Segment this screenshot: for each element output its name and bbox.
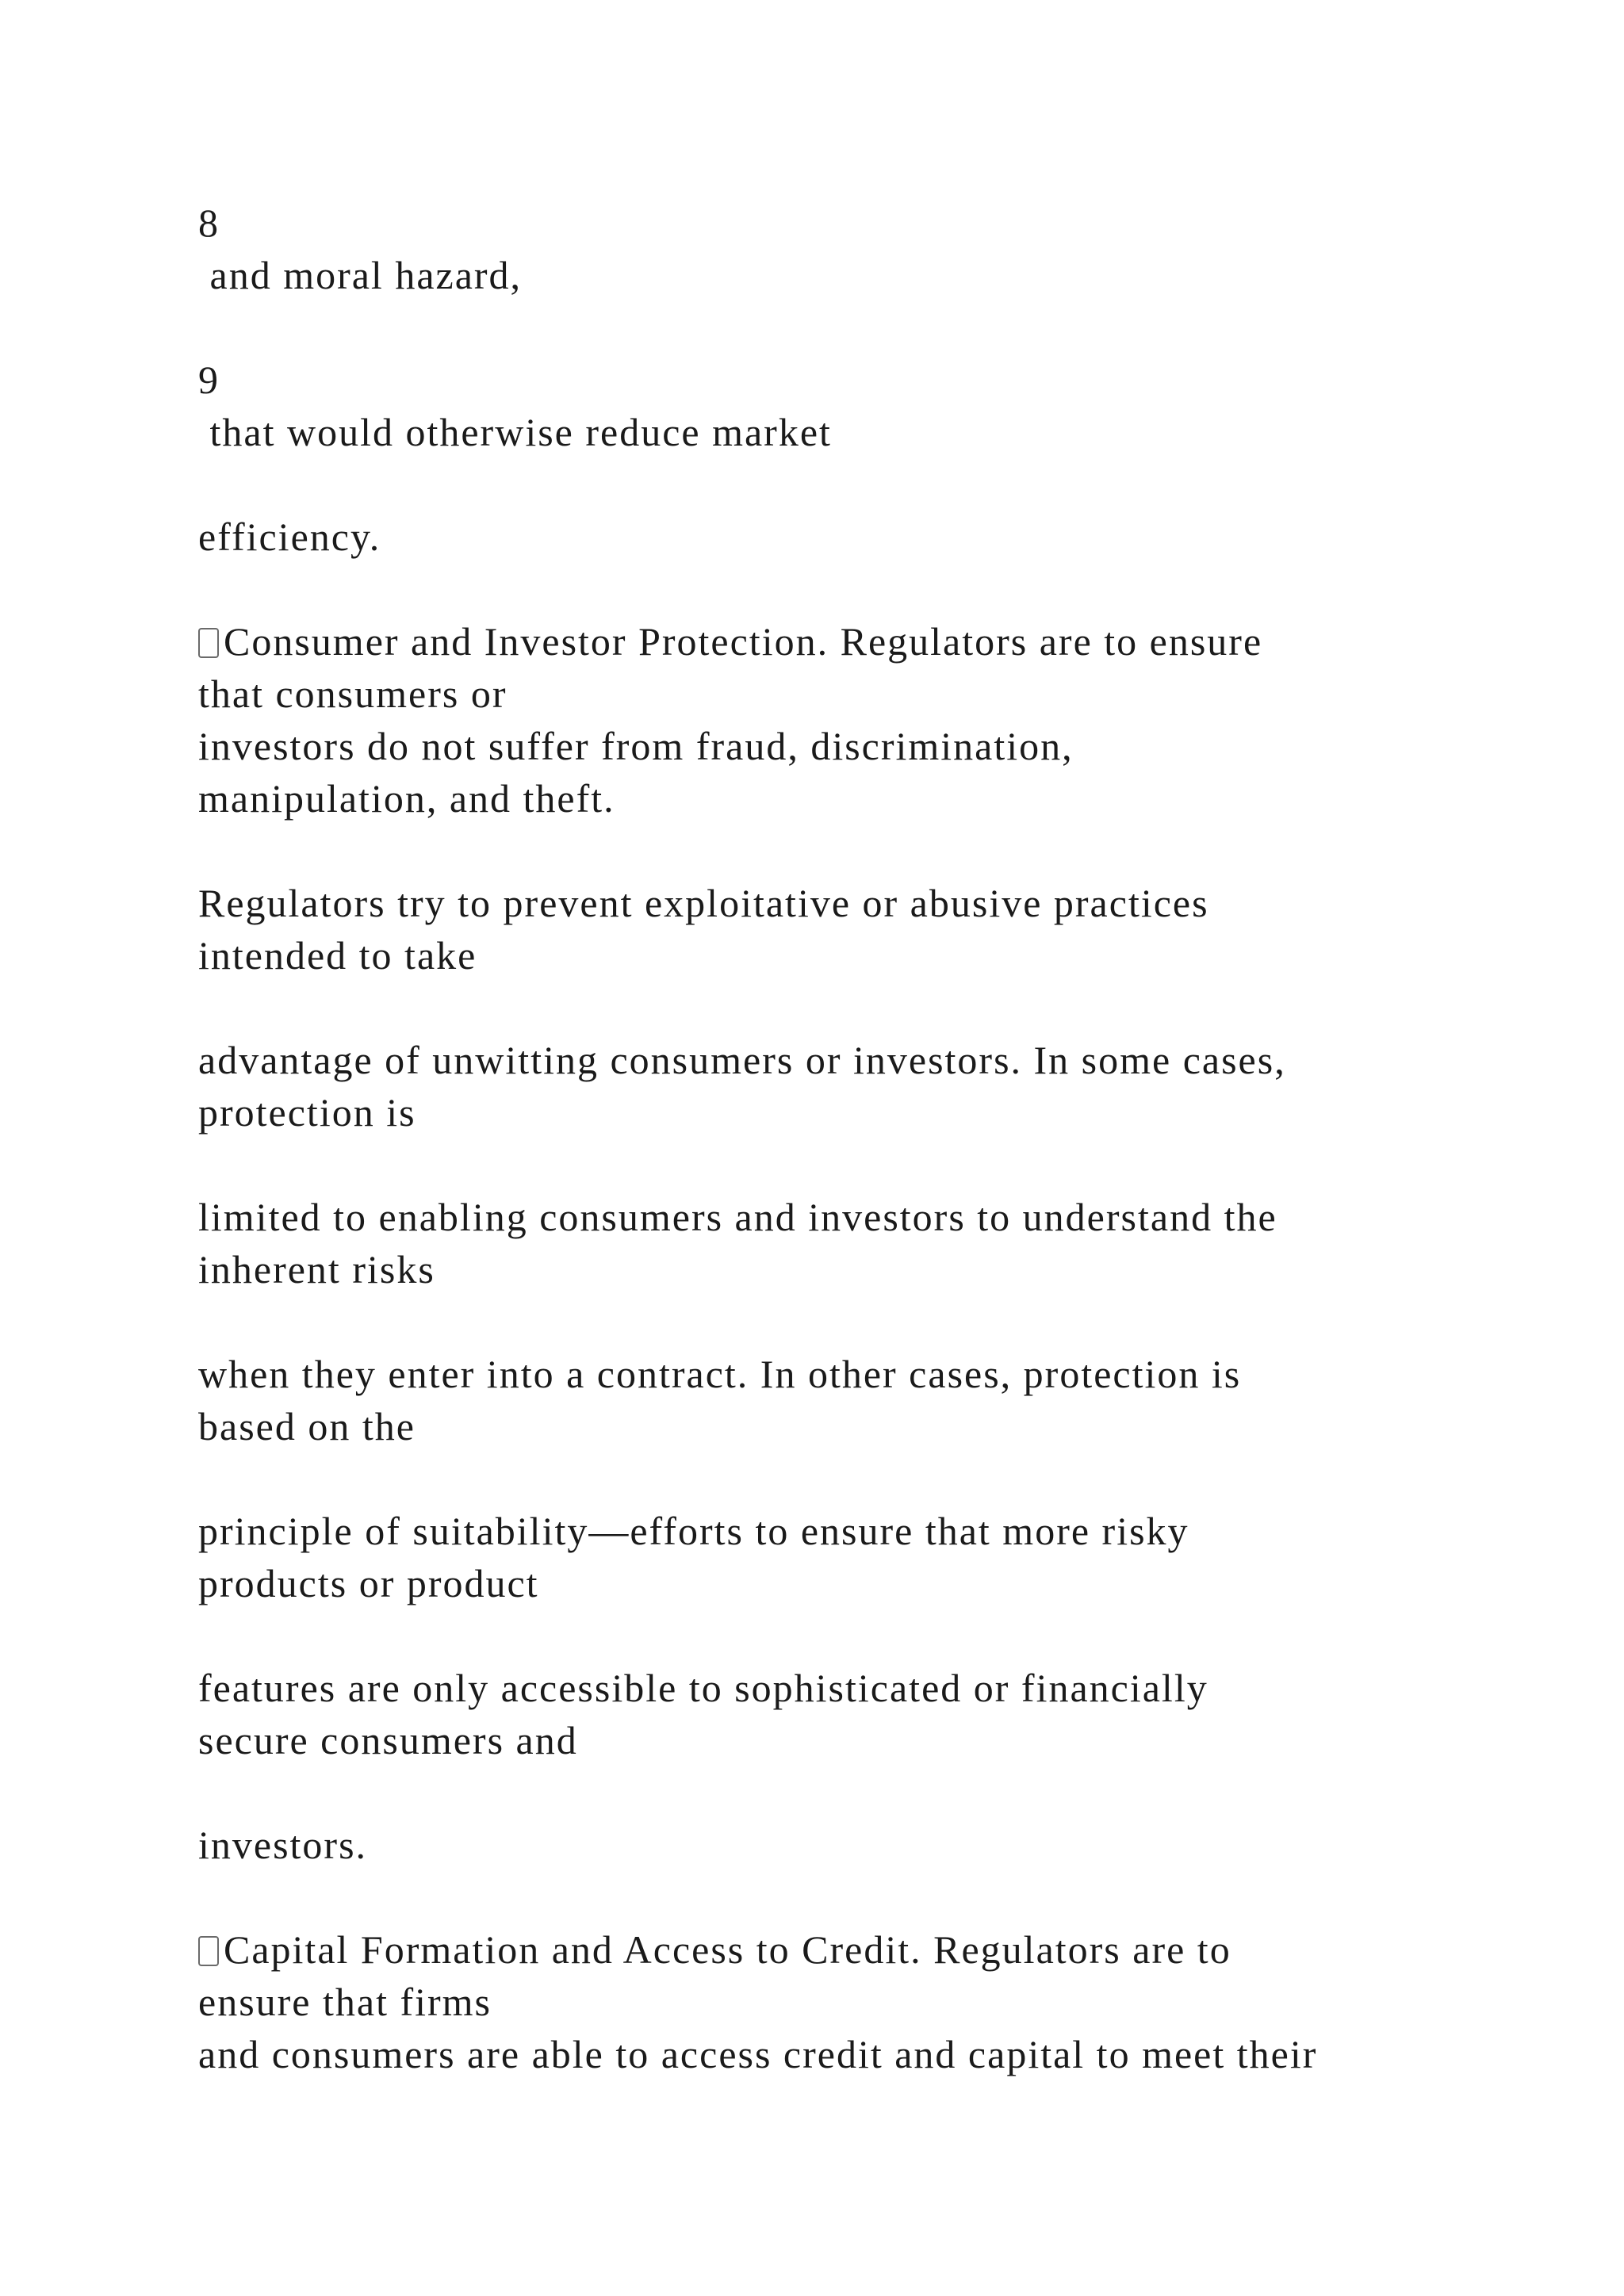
text-line: secure consumers and	[198, 1718, 578, 1762]
text-line: investors.	[198, 1823, 368, 1867]
bullet-consumer-investor-protection	[198, 615, 1262, 668]
text-line: manipulation, and theft.	[198, 776, 615, 821]
footnote-marker-9: 9	[198, 358, 220, 402]
text-line: protection is	[198, 1090, 416, 1135]
bullet-capital-formation	[198, 1923, 1231, 1976]
text-line: advantage of unwitting consumers or investors. In some cases,	[198, 1038, 1286, 1082]
text-line: efficiency.	[198, 515, 381, 559]
text-line: ensure that firms	[198, 1980, 492, 2024]
text-line: that consumers or	[198, 672, 508, 716]
footnote-marker-8: 8	[198, 201, 220, 245]
text-line: that would otherwise reduce market	[198, 410, 832, 454]
text-line: inherent risks	[198, 1247, 435, 1292]
text-line: principle of suitability—efforts to ensure that more risky	[198, 1509, 1189, 1553]
text-line: limited to enabling consumers and investors to understand the	[198, 1195, 1277, 1239]
text-line: intended to take	[198, 933, 477, 978]
text-line: Regulators try to prevent exploitative or abusive practices	[198, 881, 1209, 925]
bullet-icon	[198, 628, 219, 658]
bullet-icon	[198, 1936, 219, 1966]
text-line: when they enter into a contract. In other cases, protection is	[198, 1352, 1242, 1396]
text-line: and consumers are able to access credit and capital to meet their	[198, 2032, 1318, 2076]
text-line: and moral hazard,	[198, 253, 523, 297]
bullet-heading-text: Capital Formation and Access to Credit. Regulators are to	[224, 1927, 1231, 1972]
text-line: based on the	[198, 1404, 416, 1448]
bullet-heading-text: Consumer and Investor Protection. Regulators are to ensure	[224, 619, 1263, 664]
text-line: investors do not suffer from fraud, discrimination,	[198, 724, 1074, 768]
text-line: features are only accessible to sophisticated or financially	[198, 1666, 1208, 1710]
text-line: products or product	[198, 1561, 539, 1605]
